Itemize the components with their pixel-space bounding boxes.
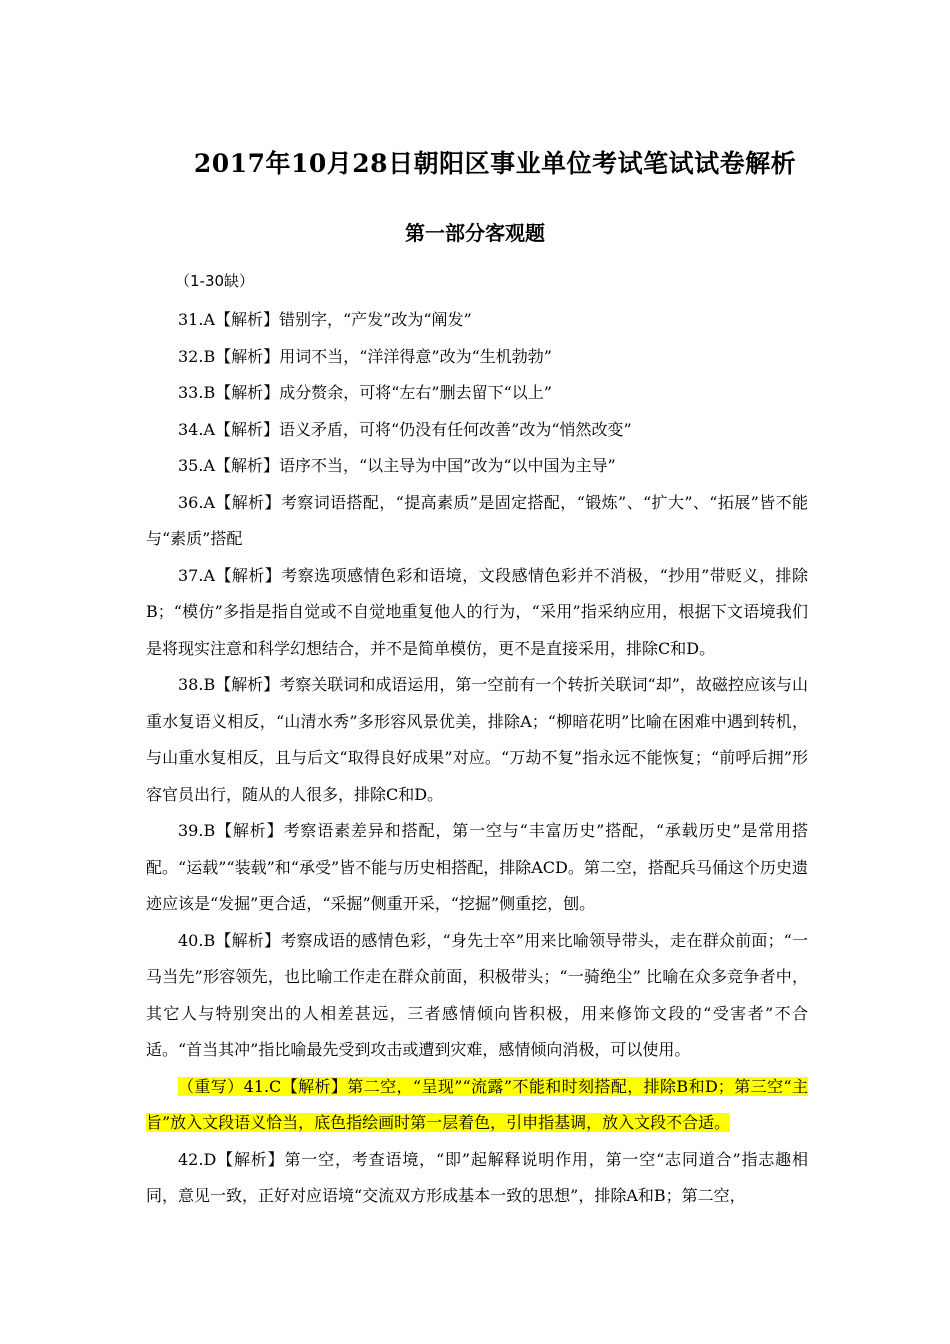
page-title: 2017年10月28日朝阳区事业单位考试笔试试卷解析 <box>193 149 797 178</box>
section-heading: 第一部分客观题 <box>405 221 545 245</box>
answer-35: 35.A【解析】语序不当，“以主导为中国”改为“以中国为主导” <box>178 456 616 475</box>
answer-34: 34.A【解析】语义矛盾，可将“仍没有任何改善”改为“悄然改变” <box>178 419 632 439</box>
answer-39: 39.B【解析】考察语素差异和搭配，第一空与“丰富历史”搭配，“承载历史”是常用搭配。“运载”“装载”和“承受”皆不能与历史相搭配，排除ACD。第二空，搭配兵马俑这个历史遗迹应该是“发掘”更合适，“采掘”侧重开采，“挖掘”侧重挖，刨。 <box>146 821 808 913</box>
answer-42: 42.D【解析】第一空，考查语境，“即”起解释说明作用，第一空“志同道合”指志趣相同，意见一致，正好对应语境“交流双方形成基本一致的思想”，排除A和B；第二空， <box>146 1149 808 1205</box>
answer-analysis-body <box>146 302 808 1215</box>
answer-37: 37.A【解析】考察选项感情色彩和语境，文段感情色彩并不消极，“抄用”带贬义，排除B；“模仿”多指是指自觉或不自觉地重复他人的行为，“采用”指采纳应用，根据下文语境我们是将现实注意和科学幻想结合，并不是简单模仿，更不是直接采用，排除C和D。 <box>146 565 808 658</box>
answer-33: 33.B【解析】成分赘余，可将“左右”删去留下“以上” <box>178 383 552 402</box>
answer-38: 38.B【解析】考察关联词和成语运用，第一空前有一个转折关联词“却”，故磁控应该与山重水复语义相反，“山清水秀”多形容风景优美，排除A；“柳暗花明”比喻在困难中遇到转机，与山重水复相反，且与后文“取得良好成果”对应。“万劫不复”指永远不能恢复；“前呼后拥”形容官员出行，随从的人很多，排除C和D。 <box>146 675 808 804</box>
answer-32: 32.B【解析】用词不当，“洋洋得意”改为“生机勃勃” <box>178 346 552 366</box>
answer-41-highlighted <box>146 1069 808 1142</box>
answer-31: 31.A【解析】错别字，“产发”改为“阐发” <box>178 310 472 329</box>
highlight-mark: （重写）41.C【解析】第二空，“呈现”“流露”不能和时刻搭配，排除B和D；第三空“主旨”放入文段语义恰当，底色指绘画时第一层着色，引申指基调，放入文段不合适。 <box>146 1076 808 1132</box>
answer-40: 40.B【解析】考察成语的感情色彩，“身先士卒”用来比喻领导带头，走在群众前面；“一马当先”形容领先，也比喻工作走在群众前面，积极带头；“一骑绝尘” 比喻在众多竞争者中，其它人与特别突出的人相差甚远，三者感情倾向皆积极，用来修饰文段的“受害者”不合适。“首当其冲”指比喻最先受到攻击或遭到灾难，感情倾向消极，可以使用。 <box>146 930 808 1059</box>
missing-questions-note: （1-30缺） <box>175 272 255 290</box>
answer-36: 36.A【解析】考察词语搭配，“提高素质”是固定搭配，“锻炼”、“扩大”、“拓展”皆不能与“素质”搭配 <box>146 492 808 548</box>
